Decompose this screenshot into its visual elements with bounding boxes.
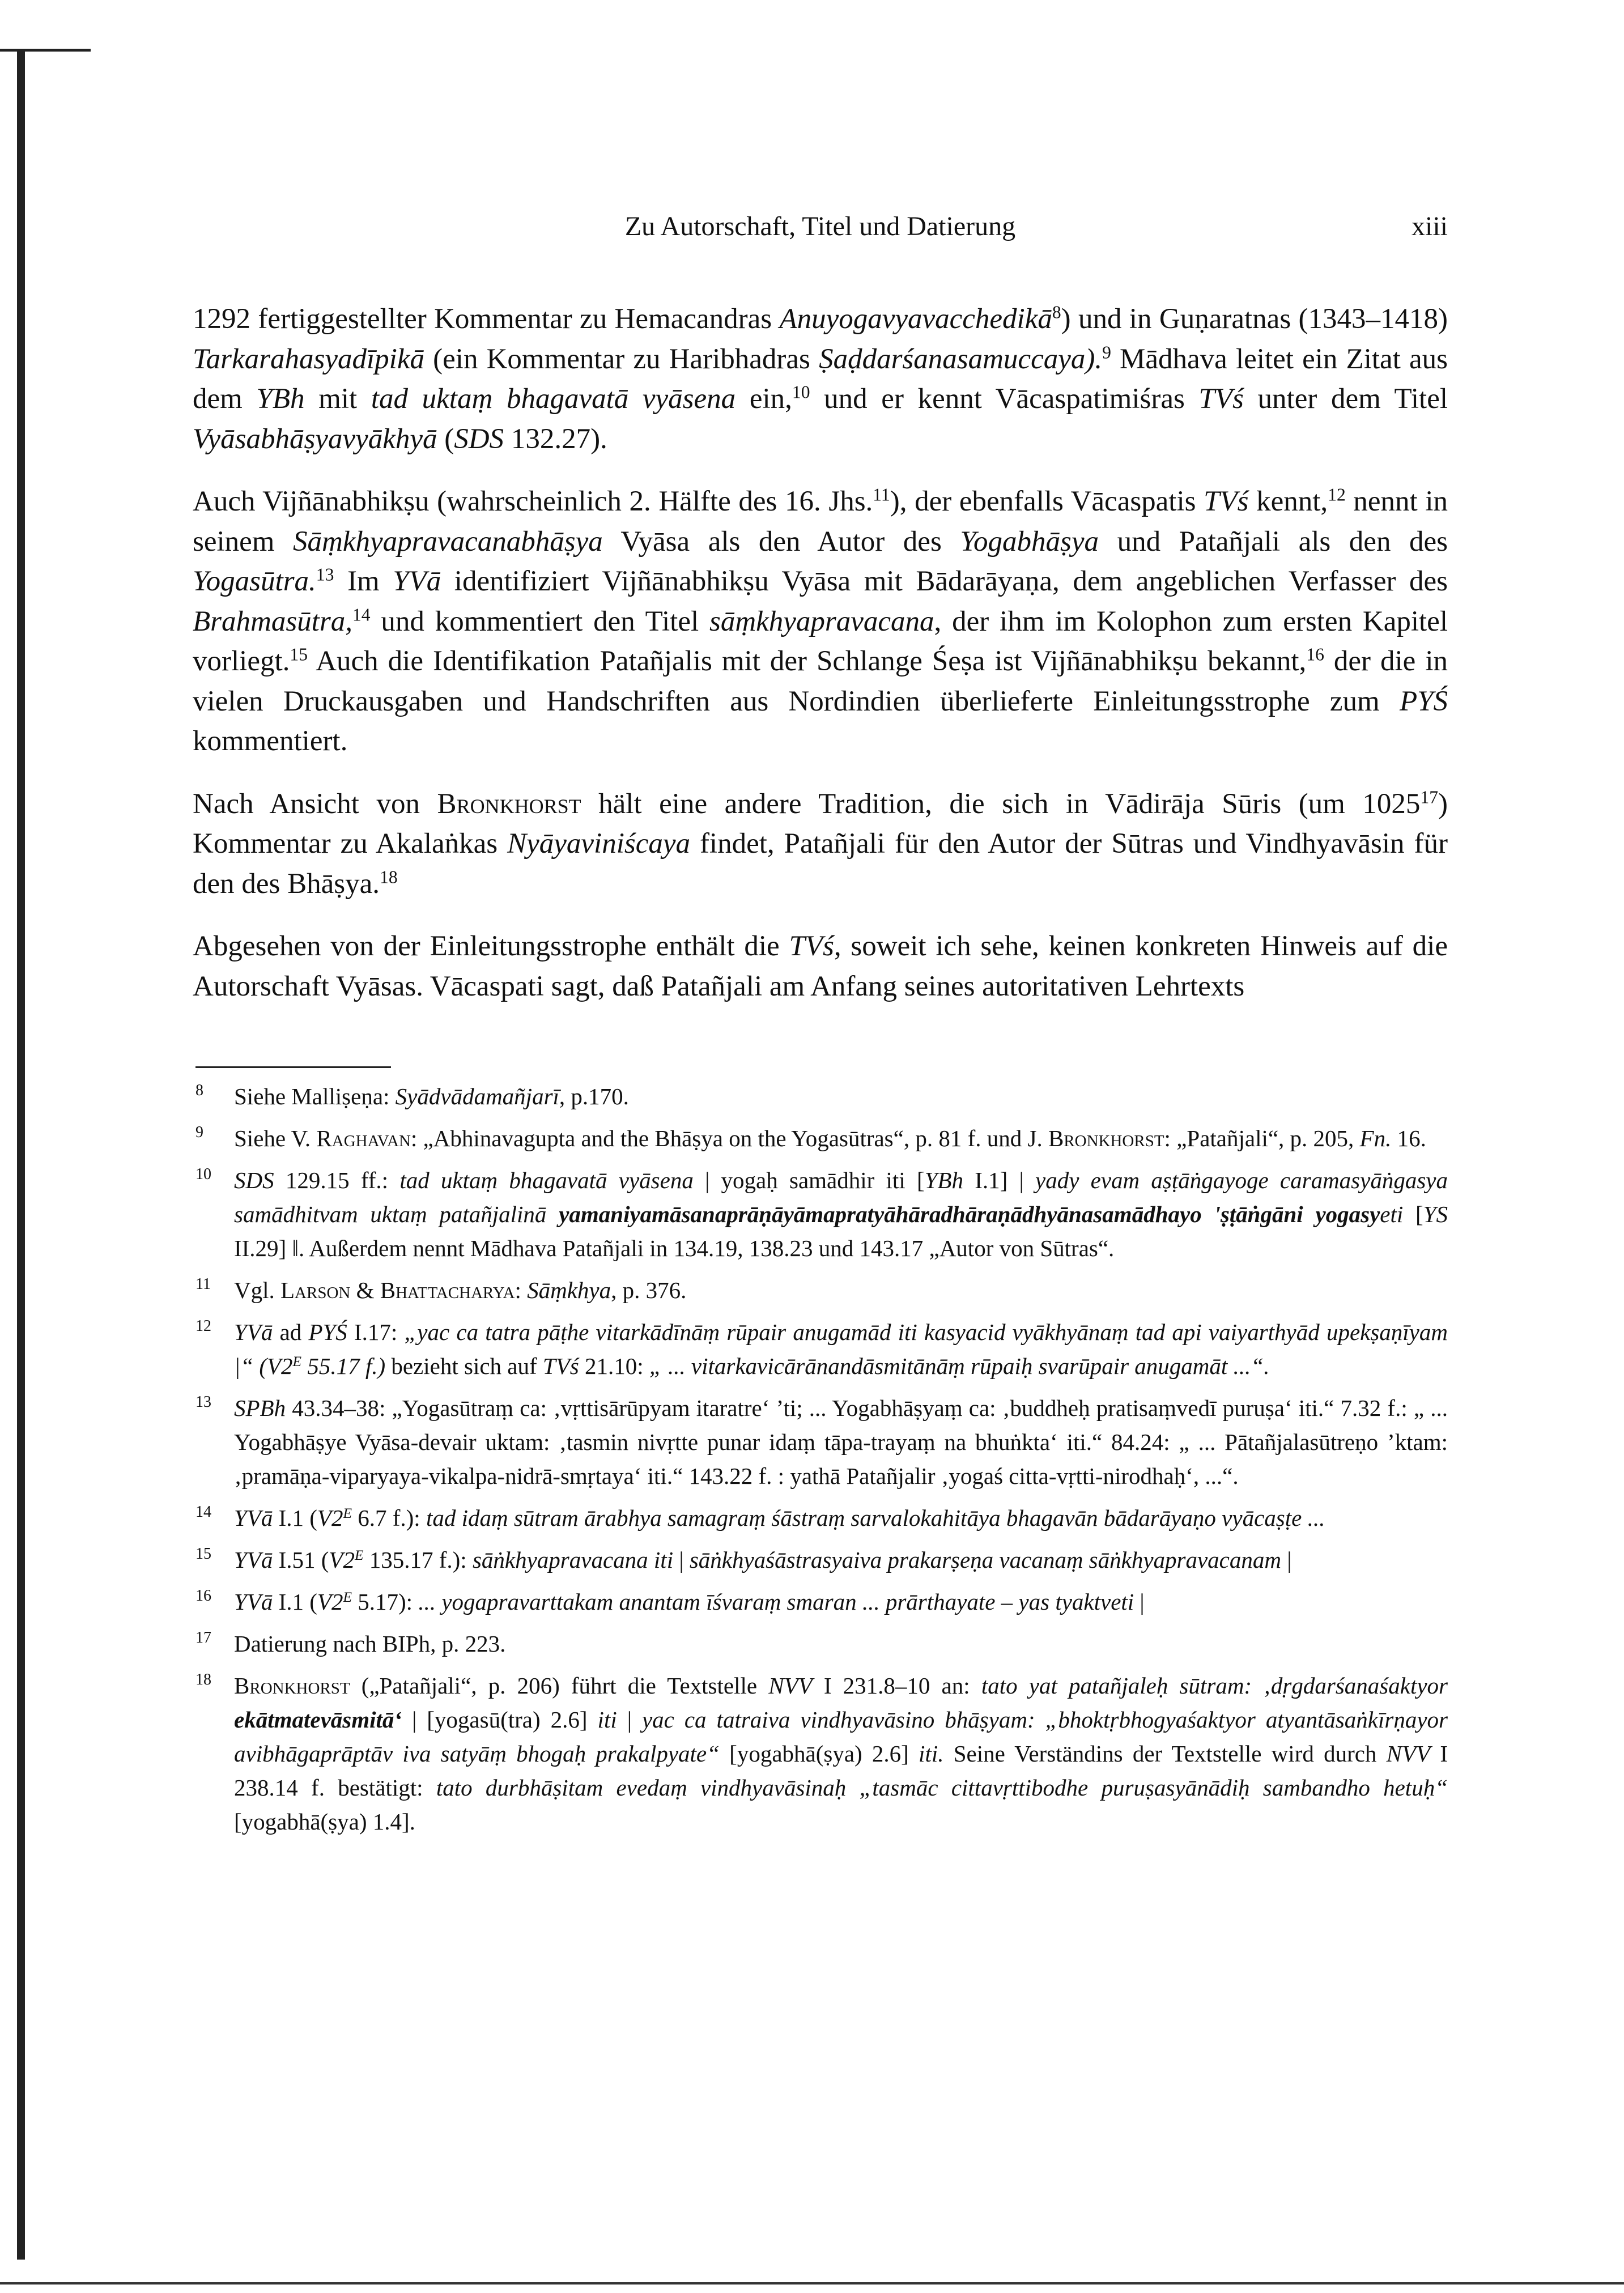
- text-run: |: [673, 1547, 690, 1573]
- text-run: sāṅkhyaśāstrasyaiva prakarṣeṇa vacanaṃ sāṅkhyapravacanam: [689, 1547, 1281, 1573]
- footnote-ref: 12: [1328, 484, 1346, 505]
- footnote: [195, 1391, 1448, 1493]
- text-run: Sāṃkhya: [527, 1277, 611, 1303]
- text-run: 43.34–38: „Yogasūtraṃ ca: ‚vṛttisārūpyam itaratre‘ ’ti; ... Yogabhāṣyaṃ ca: ‚buddheḥ pratisaṃvedī puruṣa‘ iti.“ 7.32 f.: „ ... Yogabhāṣye Vyāsa-devair uktam: ‚tasmin nivṛtte punar idaṃ tāpa-trayaṃ na bhuṅkta‘ iti.“ 84.24: „ ... Pātañjalasūtreṇo ’ktam: ‚pramāṇa-viparyaya-vikalpa-nidrā-smṛtaya‘ iti.“ 143.22 f. : yathā Patañjalir ‚yogaś citta-vṛtti-nirodhaḥ‘, ...“.: [234, 1395, 1448, 1489]
- text-run: SDS: [454, 423, 504, 455]
- text-run: der die in vielen Druckausgaben und Handschriften aus Nordindien überlieferte Einleitungsstrophe zum: [193, 645, 1448, 717]
- footnote: [195, 1627, 1448, 1661]
- text-run: identifiziert Vijñānabhikṣu Vyāsa mit Bādarāyaṇa, dem angeblichen Verfasser des: [441, 565, 1448, 597]
- text-run: Tarkarahasyadīpikā: [193, 343, 424, 375]
- text-run: ... yogapravarttakam anantam īśvaraṃ smaran ... prārthayate – yas tyaktveti: [418, 1589, 1134, 1615]
- text-run: 6.7 f.):: [352, 1505, 426, 1531]
- footnote-ref: 16: [1306, 644, 1324, 665]
- text-run: Anuyogavyavacchedikā: [779, 303, 1052, 335]
- text-run: Syādvādamañjarī: [395, 1083, 559, 1109]
- text-run: I.1] |: [963, 1167, 1036, 1193]
- text-run: iti.: [919, 1741, 944, 1767]
- text-run: sāṃkhyapravacana: [709, 605, 934, 637]
- text-run: V2: [329, 1547, 355, 1573]
- footnote-text: [234, 1079, 1448, 1113]
- footnote-text: [234, 1315, 1448, 1383]
- text-run: , der ihm im Kolophon zum ersten Kapitel vorliegt.: [193, 605, 1448, 677]
- text-run: ), der ebenfalls Vācaspatis: [890, 486, 1204, 517]
- text-run: Nyāyaviniścaya: [507, 828, 690, 860]
- text-run: (: [437, 423, 454, 455]
- footnote-rule: [195, 1066, 391, 1068]
- text-run: tato yat patañjaleḥ sūtram: ‚dṛgdarśanaśaktyor: [981, 1673, 1448, 1699]
- text-run: Seine Verständins der Textstelle wird durch: [943, 1741, 1387, 1767]
- text-run: YVā: [234, 1589, 273, 1615]
- text-run: NVV: [768, 1673, 813, 1699]
- footnote-number: 13: [195, 1393, 211, 1411]
- text-run: ) und in Guṇaratnas (1343–1418): [1061, 303, 1448, 335]
- footnote-ref: 8: [1052, 302, 1061, 322]
- text-run: tato durbhāṣitam evedaṃ vindhyavāsinaḥ „tasmāc cittavṛttibodhe puruṣasyānādiḥ sambandho hetuḥ“: [436, 1775, 1448, 1801]
- footnote-ref: 13: [316, 564, 334, 585]
- scan-edge-top: [0, 49, 91, 52]
- text-run: I 231.8–10 an:: [812, 1673, 981, 1699]
- text-run: Yogabhāṣya: [960, 525, 1099, 558]
- text-run: Fn.: [1359, 1125, 1392, 1151]
- text-run: : „Patañjali“, p. 205,: [1164, 1125, 1360, 1151]
- text-run: TVś: [1198, 383, 1244, 415]
- text-run: V2: [317, 1589, 343, 1615]
- text-run: Vyāsa als den Autor des: [602, 525, 960, 558]
- text-run: sāṅkhyapravacana iti: [472, 1547, 674, 1573]
- text-run: I.51 (: [273, 1547, 329, 1573]
- text-run: TVś: [1204, 486, 1249, 517]
- running-head: [193, 211, 1448, 245]
- text-run: Raghavan: [316, 1125, 411, 1151]
- text-run: tad uktaṃ bhagavatā vyāsena: [399, 1167, 694, 1193]
- footnote-text: [234, 1627, 1448, 1661]
- footnote-number: 12: [195, 1317, 211, 1335]
- text-run: [yogabhā(ṣya) 2.6]: [719, 1741, 919, 1767]
- text-run: 16.: [1391, 1125, 1426, 1151]
- text-run: E: [292, 1354, 302, 1370]
- footnote-number: 18: [195, 1671, 211, 1688]
- scan-edge-bottom: [0, 2282, 1624, 2285]
- text-run: Bronkhorst: [1048, 1125, 1164, 1151]
- footnote-number: 8: [195, 1082, 203, 1099]
- text-run: Auch Vijñānabhikṣu (wahrscheinlich 2. Hälfte des 16. Jhs.: [193, 486, 873, 517]
- footnote-number: 16: [195, 1587, 211, 1605]
- text-run: Yogasūtra.: [193, 565, 316, 597]
- footnotes: [195, 1079, 1448, 1847]
- paragraph: [193, 784, 1448, 904]
- footnote-text: [234, 1121, 1448, 1155]
- text-run: und Patañjali als den des: [1099, 525, 1448, 558]
- footnote-number: 11: [195, 1275, 211, 1293]
- text-run: 1292 fertiggestellter Kommentar zu Hemacandras: [193, 303, 780, 335]
- text-run: ) Kommentar zu Akalaṅkas: [193, 788, 1448, 860]
- paragraph: [193, 299, 1448, 459]
- text-run: [: [1403, 1201, 1423, 1227]
- text-run: (ein Kommentar zu Haribhadras: [424, 343, 819, 375]
- footnote-number: 15: [195, 1545, 211, 1563]
- text-run: Datierung nach BIPh, p. 223.: [234, 1631, 506, 1657]
- paragraph: [193, 482, 1448, 762]
- footnote: [195, 1669, 1448, 1839]
- text-run: YVā: [234, 1505, 273, 1531]
- text-run: unter dem Titel: [1243, 383, 1448, 415]
- text-run: Vyāsabhāṣyavyākhyā: [193, 423, 437, 455]
- text-run: TVś: [542, 1353, 579, 1379]
- text-run: YVā: [234, 1319, 273, 1345]
- text-run: 5.17):: [352, 1589, 419, 1615]
- text-run: , p. 376.: [611, 1277, 687, 1303]
- footnote-text: [234, 1501, 1448, 1535]
- text-run: |: [1281, 1547, 1292, 1573]
- text-run: NVV: [1386, 1741, 1431, 1767]
- text-run: eti: [1380, 1201, 1404, 1227]
- text-run: 55.17 f.): [301, 1353, 386, 1379]
- text-run: E: [354, 1547, 364, 1564]
- text-run: I.1 (: [273, 1505, 317, 1531]
- footnote: [195, 1543, 1448, 1577]
- footnote-ref: 17: [1420, 787, 1438, 807]
- footnote-text: [234, 1669, 1448, 1839]
- text-run: | yogaḥ samādhir iti [: [693, 1167, 925, 1193]
- text-run: YBh: [924, 1167, 963, 1193]
- text-run: Mādhava leitet ein Zitat aus dem: [193, 343, 1448, 415]
- text-run: kommentiert.: [193, 725, 348, 757]
- text-run: („Patañjali“, p. 206) führt die Textstelle: [350, 1673, 769, 1699]
- text-run: Abgesehen von der Einleitungsstrophe enthält die: [193, 930, 789, 962]
- footnote: [195, 1163, 1448, 1265]
- text-run: , soweit ich sehe, keinen konkreten Hinweis auf die Autorschaft Vyāsas. Vācaspati sagt, daß Patañjali am Anfang seines autoritativen Lehrtexts: [193, 930, 1448, 1002]
- text-run: nennt in seinem: [193, 486, 1448, 558]
- text-run: Bronkhorst: [437, 788, 581, 820]
- text-run: tad idaṃ sūtram ārabhya samagraṃ śāstraṃ sarvalokahitāya bhagavān bādarāyaṇo vyācaṣṭe ...: [426, 1505, 1325, 1531]
- text-run: PYŚ: [1399, 685, 1448, 717]
- text-run: TVś: [789, 930, 834, 962]
- text-run: 21.10:: [579, 1353, 649, 1379]
- footnote-ref: 9: [1102, 342, 1111, 363]
- text-run: Siehe Malliṣeṇa:: [234, 1083, 396, 1109]
- text-run: I 238.14 f. bestätigt:: [234, 1741, 1448, 1801]
- footnote: [195, 1585, 1448, 1619]
- footnote-number: 10: [195, 1165, 211, 1183]
- text-run: | [yogasū(tra) 2.6]: [402, 1707, 598, 1733]
- text-run: yady evam aṣṭāṅgayoge caramasyāṅgasya samādhitvam uktaṃ patañjalinā: [234, 1167, 1448, 1227]
- text-run: hält eine andere Tradition, die sich in Vādirāja Sūris (um 1025: [581, 788, 1421, 820]
- text-run: „ ... vitarkavicārānandāsmitānāṃ rūpaiḥ svarūpair anugamāt ...“.: [649, 1353, 1270, 1379]
- text-run: |: [617, 1707, 642, 1733]
- footnote-number: 9: [195, 1124, 203, 1141]
- text-run: YS: [1423, 1201, 1448, 1227]
- footnote: [195, 1315, 1448, 1383]
- text-run: YVā: [393, 565, 441, 597]
- text-run: ad: [273, 1319, 309, 1345]
- text-run: yac ca tatraiva vindhyavāsino bhāṣyam: „bhoktṛbhogyaśaktyor atyantāsaṅkīrṇayor avibhāgaprāptāv iva satyāṃ bhogaḥ prakalpyate“: [234, 1707, 1448, 1767]
- page-number: xiii: [1411, 211, 1448, 241]
- text-run: „yac ca tatra pāṭhe vitarkādīnāṃ rūpair anugamād iti kasyacid vyākhyānaṃ tad api vaiyarthyād upekṣaṇīyam |“ (V2: [234, 1319, 1448, 1379]
- text-run: iti: [597, 1707, 617, 1733]
- text-run: Auch die Identifikation Patañjalis mit der Schlange Śeṣa ist Vijñānabhikṣu bekannt,: [308, 645, 1307, 677]
- text-run: Nach Ansicht von: [193, 788, 437, 820]
- text-run: ein,: [736, 383, 792, 415]
- text-run: kennt,: [1248, 486, 1328, 517]
- text-run: I.1 (: [273, 1589, 317, 1615]
- text-run: , p.170.: [559, 1083, 629, 1109]
- footnote-ref: 15: [290, 644, 308, 665]
- text-run: I.17:: [347, 1319, 405, 1345]
- text-run: :: [515, 1277, 528, 1303]
- text-run: Larson & Bhattacharya: [280, 1277, 515, 1303]
- text-run: mit: [304, 383, 371, 415]
- text-run: findet, Patañjali für den Autor der Sūtras und Vindhyavāsin für den des Bhāṣya.: [193, 828, 1448, 900]
- footnote-ref: 14: [352, 605, 371, 625]
- text-run: Im: [334, 565, 393, 597]
- footnote-number: 17: [195, 1629, 211, 1647]
- footnote: [195, 1079, 1448, 1113]
- text-run: YVā: [234, 1547, 273, 1573]
- text-run: E: [343, 1589, 352, 1606]
- text-run: SDS: [234, 1167, 274, 1193]
- text-run: 132.27).: [504, 423, 607, 455]
- text-run: II.29] ‖. Außerdem nennt Mādhava Patañjali in 134.19, 138.23 und 143.17 „Autor von Sūtras“.: [234, 1235, 1115, 1261]
- text-run: 135.17 f.):: [363, 1547, 473, 1573]
- text-run: 129.15 ff.:: [274, 1167, 400, 1193]
- text-run: PYŚ: [308, 1319, 347, 1345]
- footnote-text: [234, 1163, 1448, 1265]
- text-run: Vgl.: [234, 1277, 280, 1303]
- text-run: Sāṃkhyapravacanabhāṣya: [293, 525, 603, 558]
- text-run: |: [1134, 1589, 1145, 1615]
- text-run: und kommentiert den Titel: [370, 605, 709, 637]
- footnote-text: [234, 1543, 1448, 1577]
- footnote-text: [234, 1273, 1448, 1307]
- text-run: und er kennt Vācaspatimiśras: [810, 383, 1199, 415]
- footnote: [195, 1273, 1448, 1307]
- text-run: [yogabhā(ṣya) 1.4].: [234, 1809, 415, 1835]
- text-run: SPBh: [234, 1395, 286, 1421]
- text-run: bezieht sich auf: [385, 1353, 543, 1379]
- footnote-text: [234, 1585, 1448, 1619]
- footnote: [195, 1501, 1448, 1535]
- footnote-text: [234, 1391, 1448, 1493]
- footnote-number: 14: [195, 1503, 211, 1521]
- footnote-ref: 18: [380, 867, 398, 887]
- footnote: [195, 1121, 1448, 1155]
- footnote-ref: 11: [873, 484, 890, 505]
- text-run: ekātmatevāsmitā‘: [234, 1707, 402, 1733]
- text-run: Bronkhorst: [234, 1673, 350, 1699]
- text-run: V2: [317, 1505, 343, 1531]
- body-text: [193, 299, 1448, 1029]
- running-head-title: Zu Autorschaft, Titel und Datierung: [624, 211, 1016, 241]
- text-run: yamaniyamāsanaprāṇāyāmapratyāhāradhāraṇādhyānasamādhayo 'ṣṭāṅgāni yogasy: [559, 1201, 1380, 1227]
- text-run: tad uktaṃ bhagavatā vyāsena: [371, 383, 736, 415]
- text-run: Siehe V.: [234, 1125, 317, 1151]
- text-run: E: [343, 1505, 352, 1522]
- text-run: : „Abhinavagupta and the Bhāṣya on the Yogasūtras“, p. 81 f. und J.: [410, 1125, 1048, 1151]
- text-run: Brahmasūtra,: [193, 605, 352, 637]
- footnote-ref: 10: [792, 382, 810, 402]
- text-run: Ṣaḍdarśanasamuccaya).: [819, 343, 1103, 375]
- scan-edge-left: [17, 50, 25, 2260]
- paragraph: [193, 926, 1448, 1006]
- text-run: YBh: [256, 383, 305, 415]
